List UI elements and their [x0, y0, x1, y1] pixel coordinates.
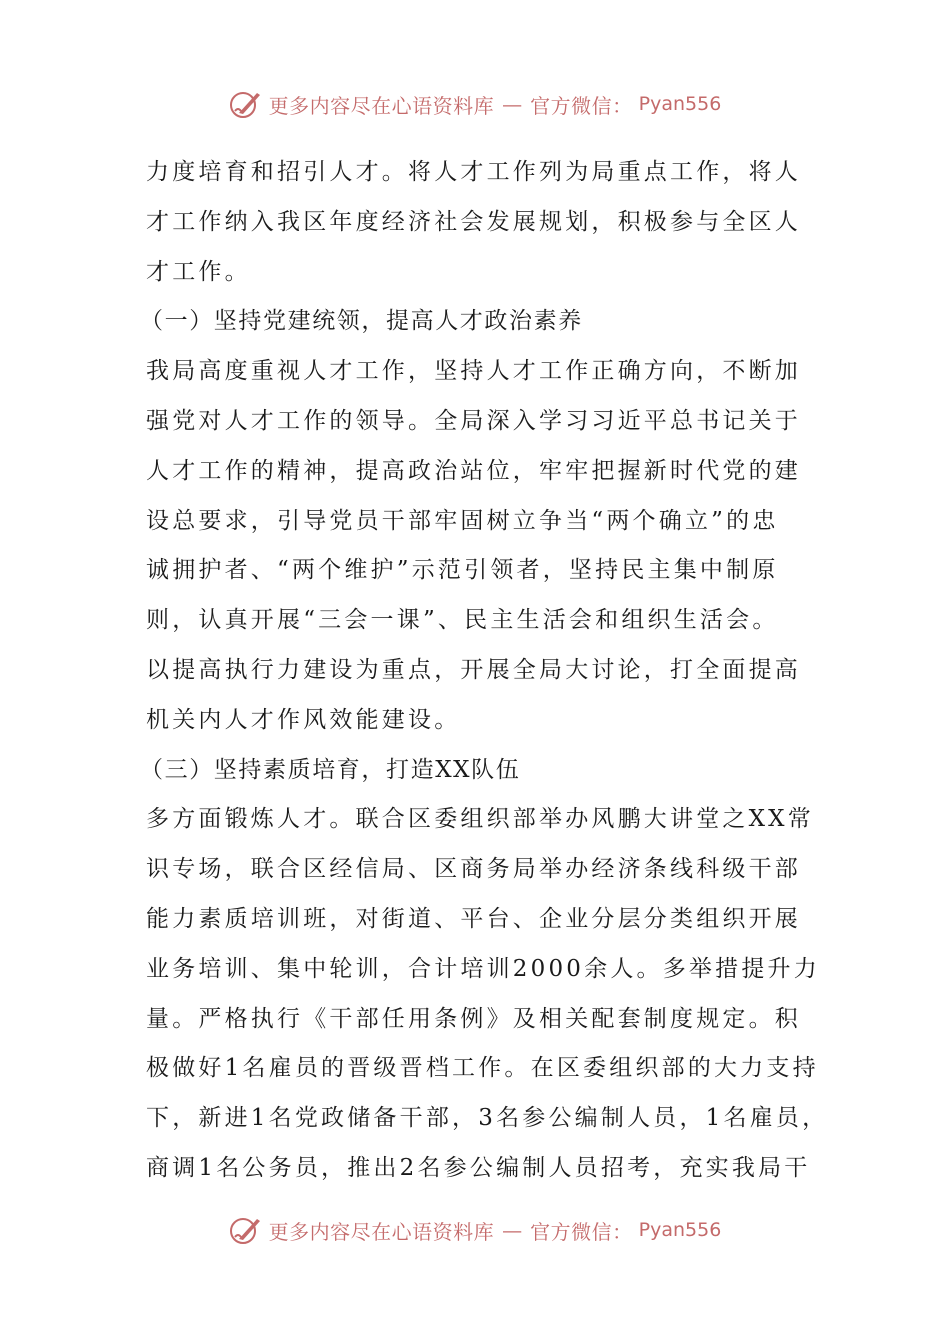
banner-title: 更多内容尽在心语资料库: [268, 93, 495, 118]
body-line: 商调1名公务员，推出2名参公编制人员招考，充实我局干: [146, 1154, 811, 1181]
banner-separator: —: [502, 92, 523, 116]
header-banner: [0, 84, 950, 124]
footer-banner-content: [229, 1213, 722, 1247]
header-banner-content: [229, 87, 722, 121]
body-line: 能力素质培训班，对街道、平台、企业分层分类组织开展: [146, 905, 801, 932]
quill-logo-icon: [229, 1213, 263, 1247]
body-line: 我局高度重视人才工作，坚持人才工作正确方向，不断加: [146, 358, 801, 385]
footer-banner: [0, 1210, 950, 1250]
body-line: 业务培训、集中轮训，合计培训2000余人。多举措提升力: [146, 955, 820, 982]
banner-wechat-id: Pyan556: [638, 93, 722, 115]
section-heading: （一）坚持党建统领，提高人才政治素养: [140, 308, 583, 335]
banner-title: 更多内容尽在心语资料库: [268, 1219, 495, 1244]
body-line: 才工作。: [146, 258, 251, 285]
body-line: 下，新进1名党政储备干部，3名参公编制人员，1名雇员，: [146, 1105, 829, 1132]
body-line: 多方面锻炼人才。联合区委组织部举办风鹏大讲堂之XX常: [146, 806, 814, 833]
banner-label: 官方微信：: [530, 93, 633, 118]
body-line: 力度培育和招引人才。将人才工作列为局重点工作，将人: [146, 159, 801, 185]
body-line: 人才工作的精神，提高政治站位，牢牢把握新时代党的建: [146, 457, 801, 484]
banner-separator: —: [502, 1218, 523, 1242]
document-body: [140, 148, 829, 1194]
banner-label: 官方微信：: [530, 1219, 633, 1244]
body-line: 才工作纳入我区年度经济社会发展规划，积极参与全区人: [146, 208, 801, 235]
body-line: 诚拥护者、“两个维护”示范引领者，坚持民主集中制原: [146, 557, 779, 584]
body-line: 量。严格执行《干部任用条例》及相关配套制度规定。积: [146, 1005, 801, 1032]
body-line: 以提高执行力建设为重点，开展全局大讨论，打全面提高: [146, 656, 801, 683]
section-heading: （三）坚持素质培育，打造XX队伍: [140, 756, 521, 783]
body-line: 极做好1名雇员的晋级晋档工作。在区委组织部的大力支持: [146, 1055, 819, 1082]
body-line: 机关内人才作风效能建设。: [146, 706, 461, 733]
body-line: 设总要求，引导党员干部牢固树立争当“两个确立”的忠: [146, 507, 779, 534]
body-line: 则，认真开展“三会一课”、民主生活会和组织生活会。: [146, 607, 779, 634]
body-line: 强党对人才工作的领导。全局深入学习习近平总书记关于: [146, 407, 801, 434]
banner-wechat-id: Pyan556: [638, 1219, 722, 1241]
body-line: 识专场，联合区经信局、区商务局举办经济条线科级干部: [146, 856, 801, 883]
quill-logo-icon: [229, 87, 263, 121]
